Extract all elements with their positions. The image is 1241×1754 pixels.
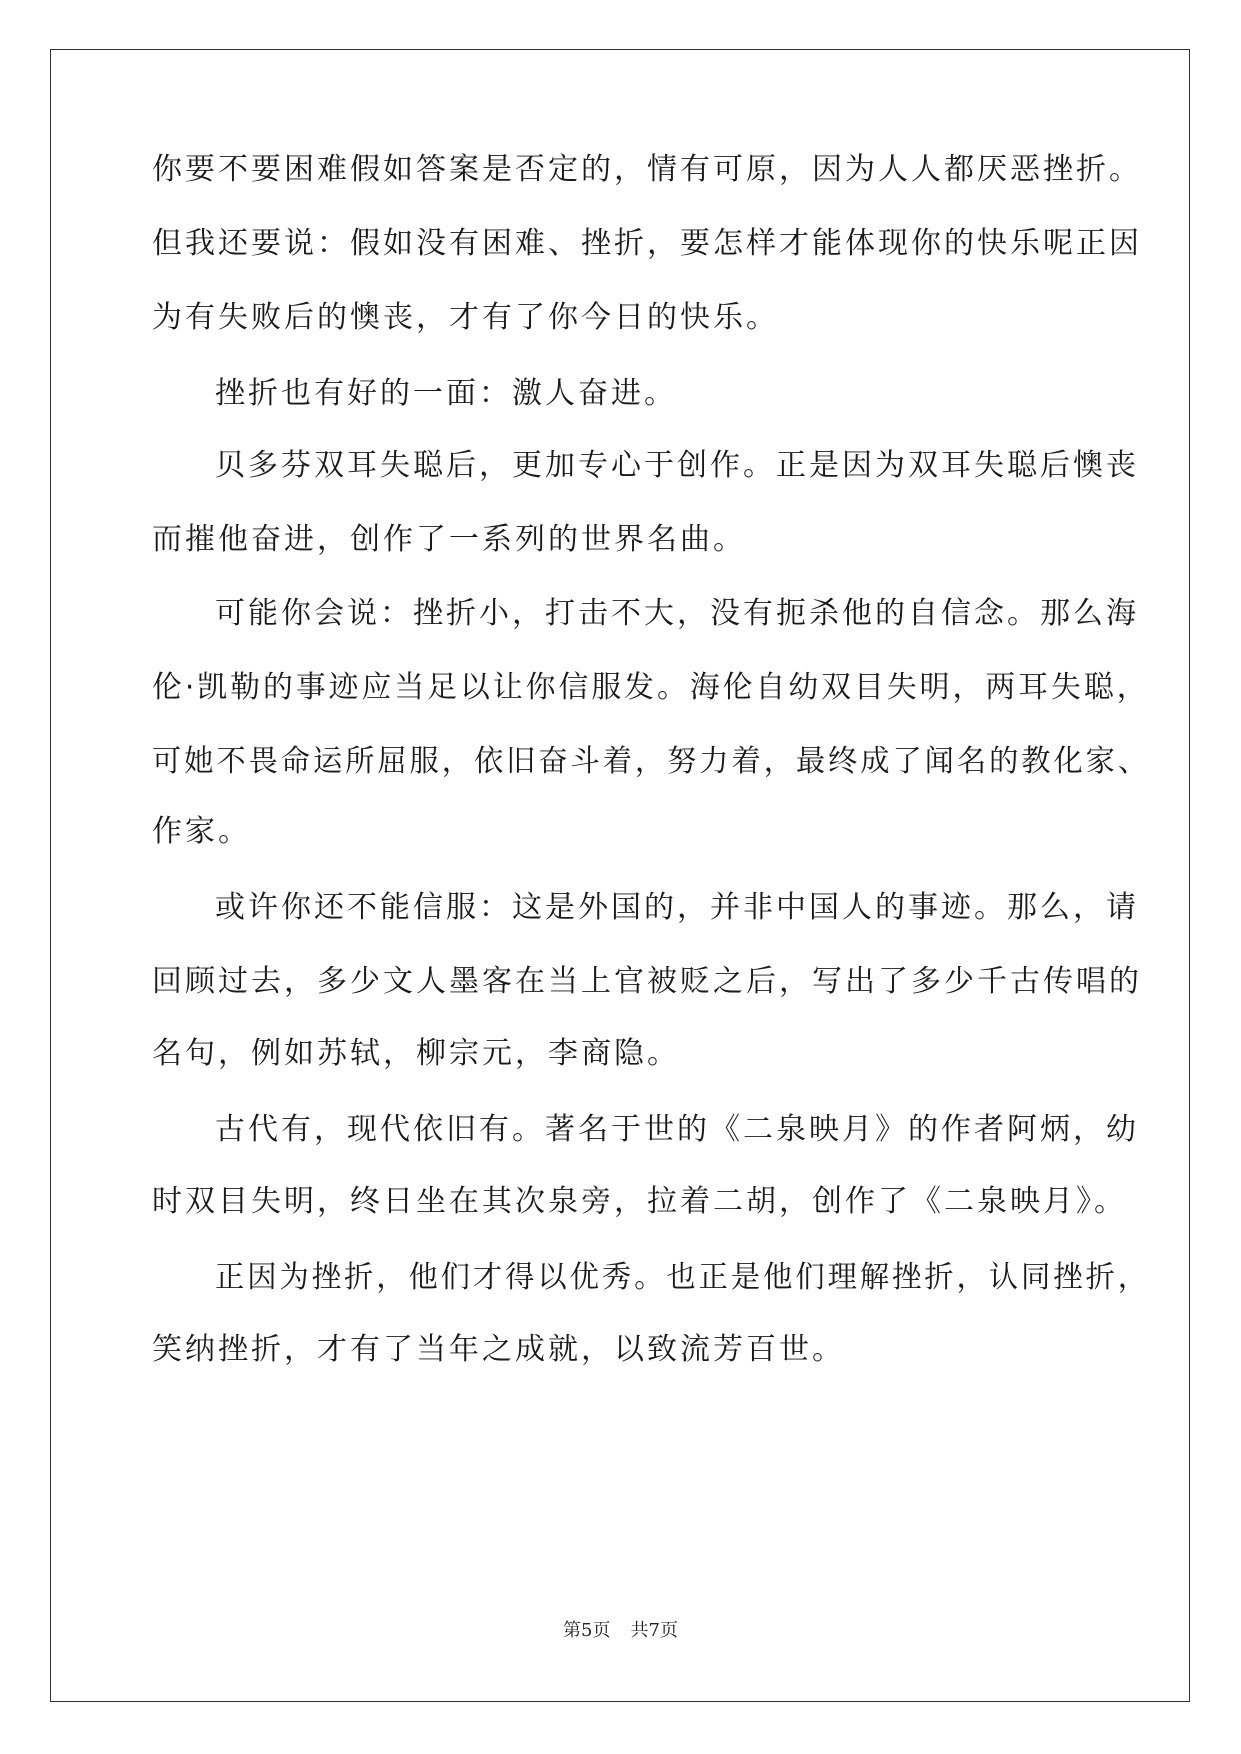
paragraph-first-line: 挫折也有好的一面：激人奋进。 <box>215 376 677 411</box>
text-line: 笑纳挫折，才有了当年之成就，以致流芳百世。 <box>152 1332 845 1367</box>
text-line: 可她不畏命运所屈服，依旧奋斗着，努力着，最终成了闻名的教化家、 <box>152 744 1151 779</box>
paragraph-first-line: 可能你会说：挫折小，打击不大，没有扼杀他的自信念。那么海 <box>215 596 1139 631</box>
page-footer <box>0 1619 1241 1643</box>
paragraph-first-line: 贝多芬双耳失聪后，更加专心于创作。正是因为双耳失聪后懊丧 <box>215 448 1139 483</box>
page-number-current: 第5页 <box>563 1620 611 1641</box>
paragraph-first-line: 或许你还不能信服：这是外国的，并非中国人的事迹。那么，请 <box>215 890 1139 925</box>
text-line: 伦·凯勒的事迹应当足以让你信服发。海伦自幼双目失明，两耳失聪， <box>152 670 1150 705</box>
text-line: 名句，例如苏轼，柳宗元，李商隐。 <box>152 1036 680 1071</box>
text-line: 为有失败后的懊丧，才有了你今日的快乐。 <box>152 300 779 335</box>
page-border <box>50 49 1190 1702</box>
paragraph-first-line: 古代有，现代依旧有。著名于世的《二泉映月》的作者阿炳，幼 <box>215 1112 1139 1147</box>
text-line: 时双目失明，终日坐在其次泉旁，拉着二胡，创作了《二泉映月》。 <box>152 1184 1127 1219</box>
text-line: 你要不要困难假如答案是否定的，情有可原，因为人人都厌恶挫折。 <box>152 152 1142 187</box>
paragraph-first-line: 正因为挫折，他们才得以优秀。也正是他们理解挫折，认同挫折， <box>215 1260 1150 1295</box>
text-line: 而摧他奋进，创作了一系列的世界名曲。 <box>152 522 746 557</box>
text-line: 作家。 <box>152 814 251 849</box>
text-line: 但我还要说：假如没有困难、挫折，要怎样才能体现你的快乐呢正因 <box>152 226 1142 261</box>
page-number-total: 共7页 <box>630 1620 678 1641</box>
text-line: 回顾过去，多少文人墨客在当上官被贬之后，写出了多少千古传唱的 <box>152 964 1142 999</box>
